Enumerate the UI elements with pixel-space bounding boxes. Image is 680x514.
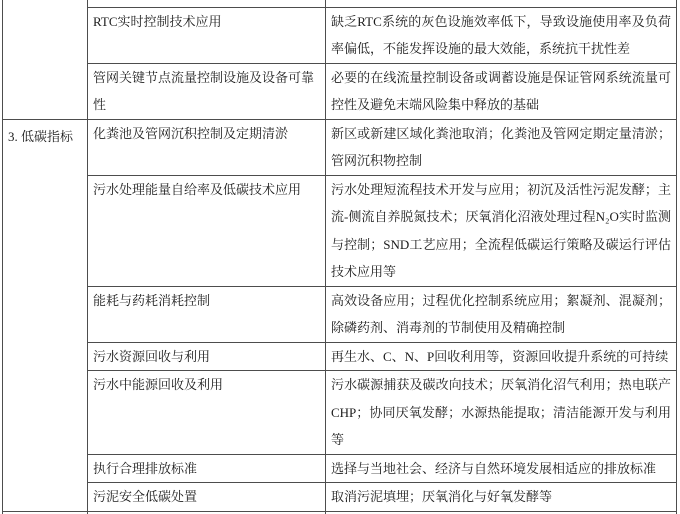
description-cell: 缺乏RTC系统的灰色设施效率低下，导致设施使用率及负荷率偏低，不能发挥设施的最大效能，系统抗干扰性差 — [326, 7, 677, 63]
indicator-cell: 化粪池及管网沉积控制及定期清淤 — [88, 119, 326, 175]
description-cell: 选择与当地社会、经济与自然环境发展相适应的排放标准 — [326, 454, 677, 483]
description-cell: 必要的在线流量控制设备或调蓄设施是保证管网系统流量可控性及避免末端风险集中释放的基础 — [326, 63, 677, 119]
indicator-cell: 能耗与药耗消耗控制 — [88, 286, 326, 342]
empty-cell — [326, 0, 677, 7]
description-cell: 高效设备应用；过程优化控制系统应用；絮凝剂、混凝剂；除磷药剂、消毒剂的节制使用及精确控制 — [326, 286, 677, 342]
description-cell: 污水碳源捕获及碳改向技术；厌氧消化沼气利用；热电联产CHP；协同厌氧发酵；水源热能提取；清洁能源开发与利用等 — [326, 371, 677, 455]
indicator-cell: 执行合理排放标准 — [88, 454, 326, 483]
indicator-cell: RTC实时控制技术应用 — [88, 7, 326, 63]
indicator-cell: 污水资源回收与利用 — [88, 342, 326, 371]
description-cell: 新区或新建区域化粪池取消；化粪池及管网定期定量清淤；管网沉积物控制 — [326, 119, 677, 175]
category-cell-prev-empty — [3, 0, 88, 119]
description-cell: 再生水、C、N、P回收利用等，资源回收提升系统的可持续 — [326, 342, 677, 371]
description-cell: 取消污泥填埋；厌氧消化与好氧发酵等 — [326, 483, 677, 512]
description-cell: 污水处理短流程技术开发与应用；初沉及活性污泥发酵；主流-侧流自养脱氮技术；厌氧消化沼液处理过程N₂O实时监测与控制；SND工艺应用；全流程低碳运行策略及碳运行评估技术应用等 — [326, 175, 677, 286]
indicator-cell: 污泥安全低碳处置 — [88, 483, 326, 512]
indicator-cell: 污水处理能量自给率及低碳技术应用 — [88, 175, 326, 286]
indicator-cell: 污水中能源回收及利用 — [88, 371, 326, 455]
indicator-table — [2, 0, 677, 514]
category-cell-low-carbon: 3. 低碳指标 — [3, 119, 88, 511]
indicator-cell: 管网关键节点流量控制设施及设备可靠性 — [88, 63, 326, 119]
empty-cell — [88, 0, 326, 7]
